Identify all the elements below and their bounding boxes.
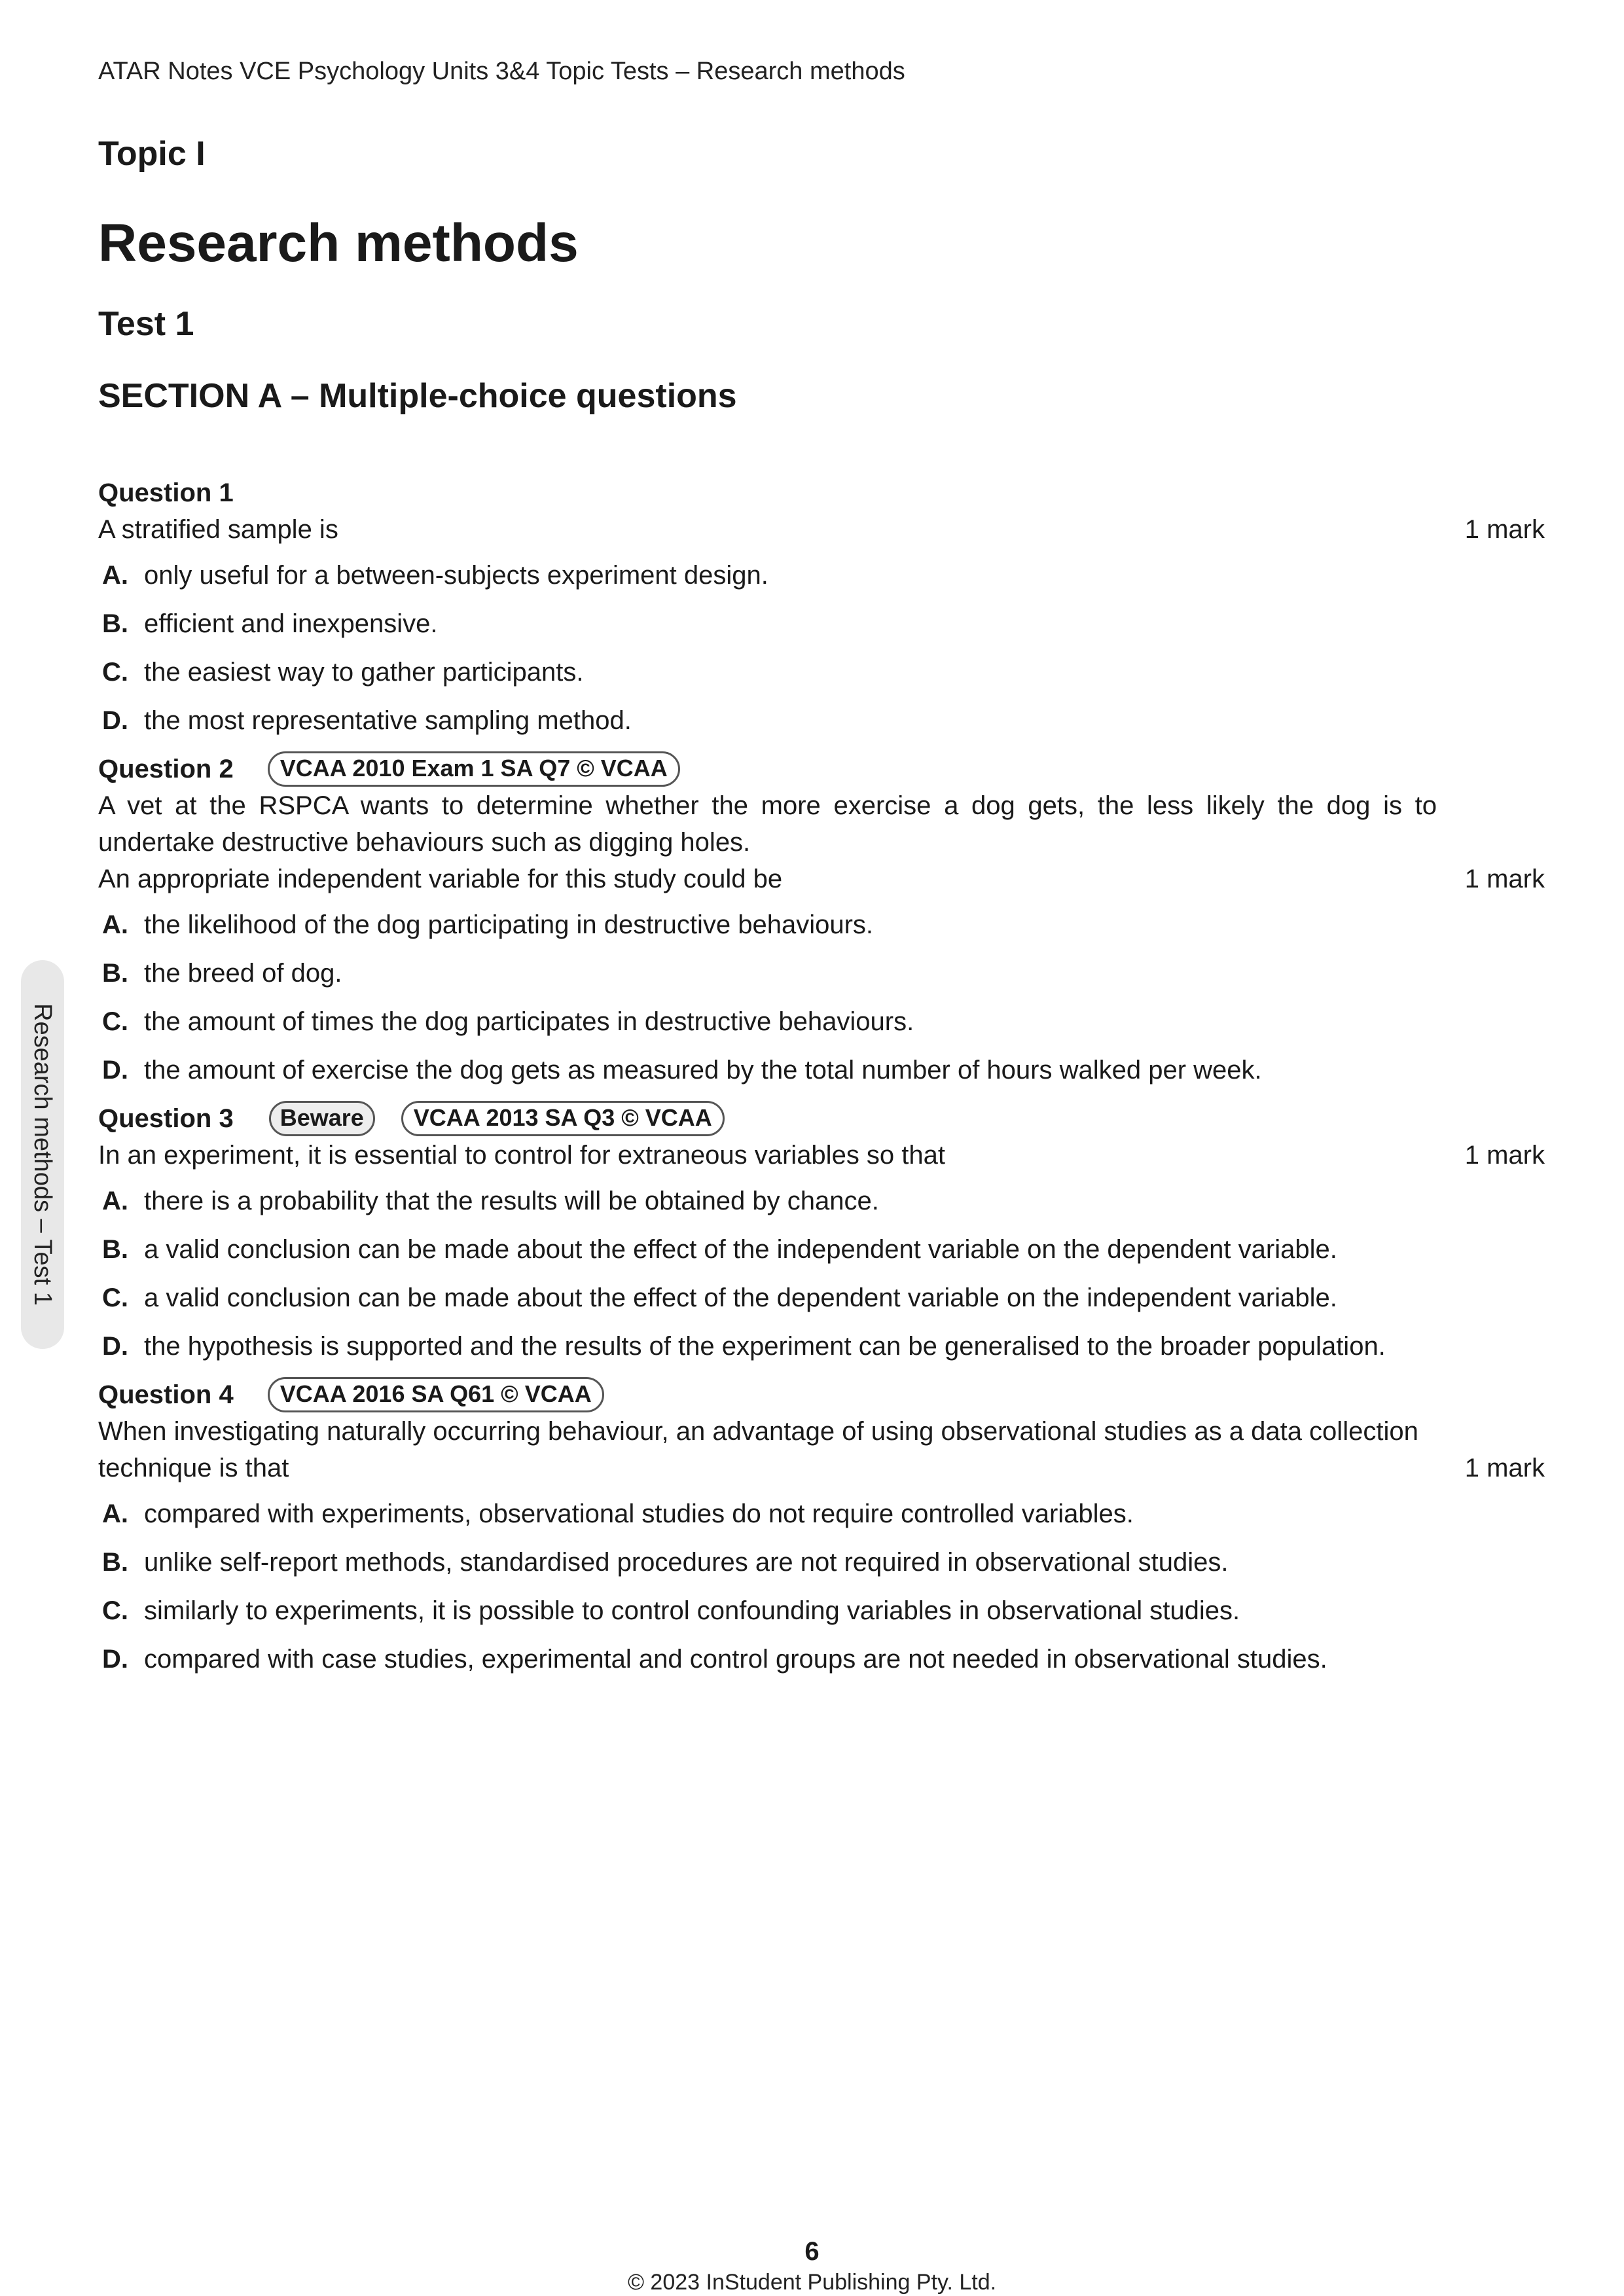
answer-options <box>98 557 1545 739</box>
question-header <box>98 475 1545 511</box>
option-text: efficient and inexpensive. <box>144 609 438 638</box>
question-header <box>98 1100 1545 1137</box>
mark-value: 1 mark <box>1464 1454 1545 1482</box>
option-text: the easiest way to gather participants. <box>144 658 584 687</box>
option-a[interactable] <box>98 906 1545 943</box>
option-letter: D. <box>102 1332 128 1361</box>
question-stem-text: An appropriate independent variable for this study could be <box>98 865 783 893</box>
source-badge: VCAA 2013 SA Q3 © VCAA <box>401 1101 725 1136</box>
mark-value: 1 mark <box>1464 865 1545 893</box>
option-d[interactable] <box>98 1052 1545 1088</box>
option-b[interactable] <box>98 1231 1545 1268</box>
question-stem-text: A stratified sample is <box>98 515 338 544</box>
option-text: compared with experiments, observational studies do not require controlled variables. <box>144 1499 1134 1528</box>
question-4 <box>98 1376 1545 1677</box>
option-text: the amount of exercise the dog gets as measured by the total number of hours walked per week. <box>144 1056 1262 1085</box>
answer-options <box>98 906 1545 1088</box>
question-stem <box>98 1137 1545 1174</box>
option-a[interactable] <box>98 557 1545 594</box>
option-letter: A. <box>102 910 128 939</box>
option-text: compared with case studies, experimental and control groups are not needed in observational studies. <box>144 1645 1327 1674</box>
running-header: ATAR Notes VCE Psychology Units 3&4 Topic Tests – Research methods <box>98 58 905 85</box>
option-b[interactable] <box>98 955 1545 992</box>
side-tab <box>21 960 64 1349</box>
page-number: 6 <box>804 2237 820 2266</box>
option-text: a valid conclusion can be made about the effect of the dependent variable on the independent variable. <box>144 1283 1337 1312</box>
option-letter: C. <box>102 1283 128 1312</box>
option-letter: D. <box>102 1645 128 1674</box>
source-badge: VCAA 2016 SA Q61 © VCAA <box>268 1377 604 1412</box>
option-c[interactable] <box>98 1280 1545 1316</box>
topic-label: Topic I <box>98 135 206 173</box>
option-letter: C. <box>102 658 128 687</box>
question-1 <box>98 475 1545 739</box>
question-header <box>98 751 1545 787</box>
option-text: only useful for a between-subjects experiment design. <box>144 561 768 590</box>
option-text: the most representative sampling method. <box>144 706 632 735</box>
option-letter: B. <box>102 1235 128 1264</box>
question-label: Question 1 <box>98 478 234 507</box>
side-tab-label: Research methods – Test 1 <box>29 1003 57 1306</box>
option-text: the breed of dog. <box>144 959 342 988</box>
question-label: Question 4 <box>98 1380 234 1409</box>
option-text: a valid conclusion can be made about the effect of the independent variable on the dependent variable. <box>144 1235 1337 1264</box>
beware-badge: Beware <box>269 1101 375 1136</box>
option-text: unlike self-report methods, standardised procedures are not required in observational studies. <box>144 1548 1229 1577</box>
option-letter: B. <box>102 609 128 638</box>
question-stem-text: technique is that <box>98 1454 289 1482</box>
option-letter: C. <box>102 1007 128 1036</box>
question-stem <box>98 511 1545 548</box>
question-stem <box>98 861 1545 897</box>
answer-options <box>98 1496 1545 1677</box>
option-a[interactable] <box>98 1496 1545 1532</box>
page-title: Research methods <box>98 213 579 273</box>
questions-container <box>98 475 1545 1689</box>
question-stem-text: In an experiment, it is essential to control for extraneous variables so that <box>98 1141 946 1170</box>
section-heading: SECTION A – Multiple-choice questions <box>98 377 737 415</box>
mark-value: 1 mark <box>1464 1141 1545 1170</box>
option-c[interactable] <box>98 1003 1545 1040</box>
option-text: the amount of times the dog participates in destructive behaviours. <box>144 1007 914 1036</box>
option-b[interactable] <box>98 1544 1545 1581</box>
question-stem-intro: A vet at the RSPCA wants to determine whether the more exercise a dog gets, the less likely the dog is to undertake destructive behaviours such as digging holes. <box>98 791 1437 857</box>
option-letter: B. <box>102 1548 128 1577</box>
source-badge: VCAA 2010 Exam 1 SA Q7 © VCAA <box>268 751 680 787</box>
question-stem <box>98 1450 1545 1486</box>
question-label: Question 3 <box>98 1104 234 1133</box>
option-a[interactable] <box>98 1183 1545 1219</box>
option-text: similarly to experiments, it is possible to control confounding variables in observational studies. <box>144 1596 1240 1625</box>
option-d[interactable] <box>98 1641 1545 1677</box>
option-text: there is a probability that the results will be obtained by chance. <box>144 1187 879 1215</box>
option-letter: B. <box>102 959 128 988</box>
option-text: the likelihood of the dog participating in destructive behaviours. <box>144 910 874 939</box>
question-2 <box>98 751 1545 1088</box>
question-stem-intro: When investigating naturally occurring behaviour, an advantage of using observational studies as a data collection <box>98 1417 1418 1446</box>
question-header <box>98 1376 1545 1413</box>
option-letter: A. <box>102 561 128 590</box>
answer-options <box>98 1183 1545 1365</box>
copyright-notice: © 2023 InStudent Publishing Pty. Ltd. <box>627 2270 997 2295</box>
option-b[interactable] <box>98 605 1545 642</box>
option-c[interactable] <box>98 654 1545 691</box>
option-d[interactable] <box>98 702 1545 739</box>
test-label: Test 1 <box>98 305 194 343</box>
option-c[interactable] <box>98 1592 1545 1629</box>
option-letter: D. <box>102 1056 128 1085</box>
option-letter: A. <box>102 1499 128 1528</box>
question-label: Question 2 <box>98 755 234 783</box>
option-d[interactable] <box>98 1328 1545 1365</box>
option-letter: D. <box>102 706 128 735</box>
question-3 <box>98 1100 1545 1365</box>
option-letter: A. <box>102 1187 128 1215</box>
mark-value: 1 mark <box>1464 515 1545 544</box>
option-letter: C. <box>102 1596 128 1625</box>
option-text: the hypothesis is supported and the results of the experiment can be generalised to the broader population. <box>144 1332 1386 1361</box>
